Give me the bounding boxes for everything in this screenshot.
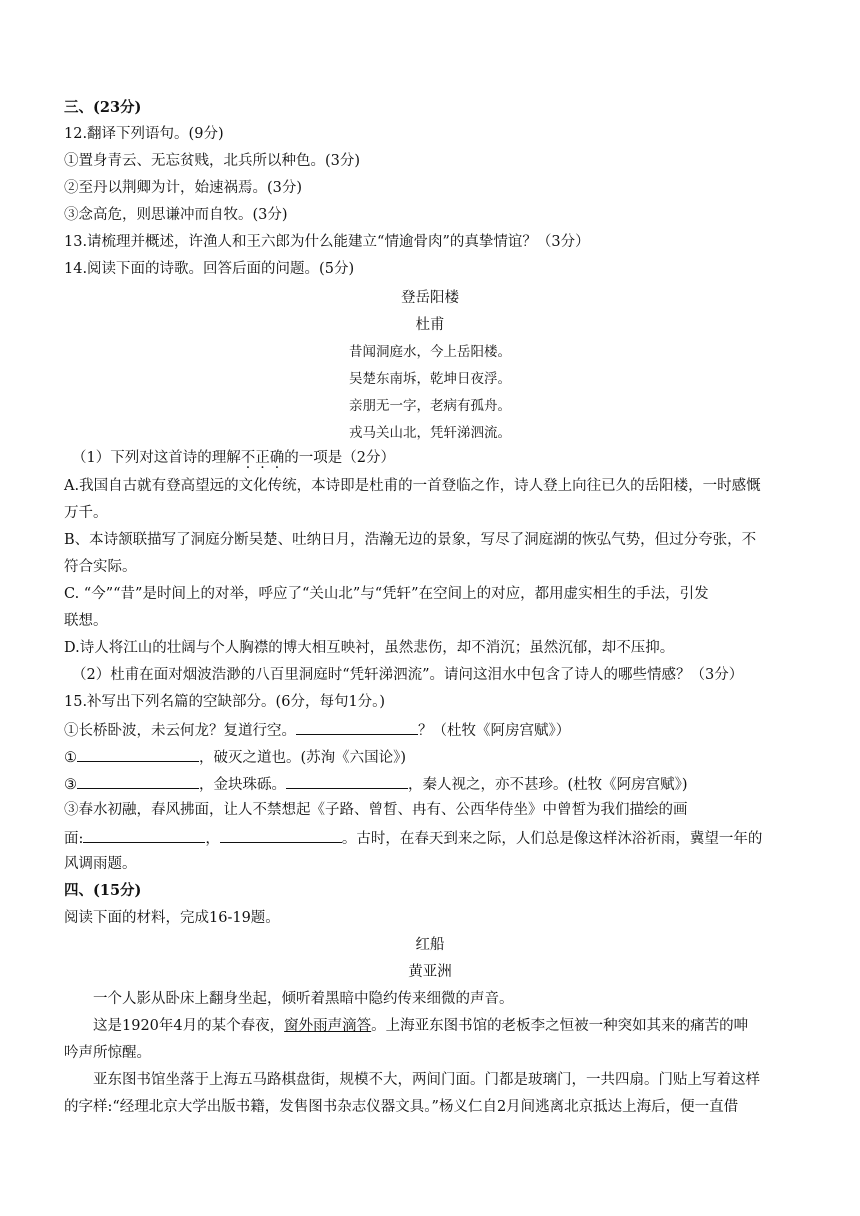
question-12-item-2: ②至丹以荆卿为计，始速祸焉。(3分) [64, 180, 303, 196]
section-4-intro: 阅读下面的材料，完成16-19题。 [64, 910, 280, 926]
question-15: 15.补写出下列名篇的空缺部分。(6分，每句1分。) [64, 694, 386, 710]
option-b-line-2: 符合实际。 [64, 559, 137, 575]
question-text: ？（杜牧《阿房宫赋》） [418, 723, 571, 739]
question-text: （1）下列对这首诗的理解 [72, 450, 241, 466]
question-12-item-1: ①置身青云、无忘贫贱，北兵所以种色。(3分) [64, 153, 361, 169]
question-text: 。古时，在春天到来之际，人们总是像这样沐浴祈雨，冀望一年的 [341, 831, 763, 847]
question-text: 面: [64, 831, 84, 847]
article-paragraph-3: 亚东图书馆坐落于上海五马路棋盘街，规模不大，两间门面。门都是玻璃门，一共四扇。门贴上写着这样 [93, 1072, 760, 1088]
answer-blank[interactable] [77, 773, 199, 789]
option-a-line-1: A.我国自古就有登高望远的文化传统，本诗即是杜甫的一首登临之作，诗人登上向往已久的岳阳楼，一时感慨 [64, 478, 761, 494]
option-d: D.诗人将江山的壮阔与个人胸襟的博大相互映衬，虽然悲伤，却不消沉；虽然沉郁，却不压抑。 [64, 640, 675, 656]
article-text: 。上海亚东图书馆的老板李之恒被一种突如其来的痛苦的呻 [371, 1018, 749, 1034]
answer-blank[interactable] [296, 719, 418, 735]
question-text: ，金块珠砾。 [199, 777, 286, 793]
question-15-item-4-line-2 [64, 827, 800, 849]
answer-blank[interactable] [286, 773, 408, 789]
question-text: ① [64, 750, 77, 766]
poem-line: 吴楚东南坼，乾坤日夜浮。 [349, 371, 511, 387]
option-a-line-2: 万千。 [64, 505, 108, 521]
question-text: 的一项是（2分） [284, 450, 395, 466]
question-text: ，破灭之道也。(苏洵《六国论》) [199, 750, 407, 766]
question-text: ①长桥卧波，未云何龙？复道行空。 [64, 723, 296, 739]
question-13: 13.请梳理并概述，许渔人和王六郎为什么能建立“情逾骨肉”的真挚情谊？（3分） [64, 234, 590, 250]
question-12-item-3: ③念高危，则思谦冲而自牧。(3分) [64, 207, 288, 223]
question-text: ， [205, 831, 220, 847]
question-12: 12.翻译下列语句。(9分) [64, 126, 224, 142]
option-c-line-2: 联想。 [64, 613, 108, 629]
article-paragraph-2-line-2: 吟声所惊醒。 [64, 1045, 151, 1061]
poem-line: 昔闻洞庭水，今上岳阳楼。 [349, 344, 511, 360]
article-title: 红船 [415, 937, 445, 953]
article-paragraph-3-line-2: 的字样:“经理北京大学出版书籍，发售图书杂志仪器文具。”杨义仁自2月间逃离北京抵达上海后，便一直借 [64, 1099, 739, 1115]
option-c-line-1: C. “今”“昔”是时间上的对举，呼应了“关山北”与“凭轩”在空间上的对应，都用虚实相生的手法，引发 [64, 586, 709, 602]
question-15-item-1 [64, 719, 800, 741]
section-4-heading: 四、(15分) [64, 882, 142, 899]
article-author: 黄亚洲 [408, 964, 452, 980]
underlined-phrase: 窗外雨声滴答 [284, 1018, 372, 1034]
answer-blank[interactable] [83, 827, 205, 843]
article-paragraph-2 [64, 1016, 800, 1036]
question-15-item-3 [64, 773, 800, 795]
question-15-item-2 [64, 746, 800, 768]
question-text: ③ [64, 777, 77, 793]
poem-author: 杜甫 [415, 317, 445, 333]
question-15-item-4-line-3: 风调雨题。 [64, 856, 137, 872]
answer-blank[interactable] [220, 827, 342, 843]
emphasis-char: 正 [255, 450, 270, 466]
emphasis-char: 确 [269, 450, 285, 466]
emphasis-char: 不 [240, 450, 256, 466]
question-15-item-4-line-1: ③春水初融，春风拂面，让人不禁想起《子路、曾晳、冉有、公西华侍坐》中曾皙为我们描绘的画 [64, 802, 688, 818]
answer-blank[interactable] [77, 746, 199, 762]
poem-line: 亲朋无一字，老病有孤舟。 [349, 398, 511, 414]
article-paragraph-1: 一个人影从卧床上翻身坐起，倾听着黑暗中隐约传来细微的声音。 [93, 991, 514, 1007]
question-14-part-2: （2）杜甫在面对烟波浩渺的八百里洞庭时“凭轩涕泗流”。请问这泪水中包含了诗人的哪些情感？（3分） [72, 667, 744, 683]
question-14: 14.阅读下面的诗歌。回答后面的问题。(5分) [64, 261, 355, 277]
option-b-line-1: B、本诗颔联描写了洞庭分断吴楚、吐纳日月，浩瀚无边的景象，写尽了洞庭湖的恢弘气势，但过分夸张，不 [64, 532, 757, 548]
question-14-part-1 [72, 448, 800, 468]
poem-line: 戎马关山北，凭轩涕泗流。 [349, 425, 511, 441]
article-text: 这是1920年4月的某个春夜， [93, 1018, 285, 1034]
section-3-heading: 三、(23分) [64, 99, 142, 116]
question-text: ，秦人视之，亦不甚珍。(杜牧《阿房宫赋》) [408, 777, 688, 793]
poem-title: 登岳阳楼 [401, 290, 459, 306]
